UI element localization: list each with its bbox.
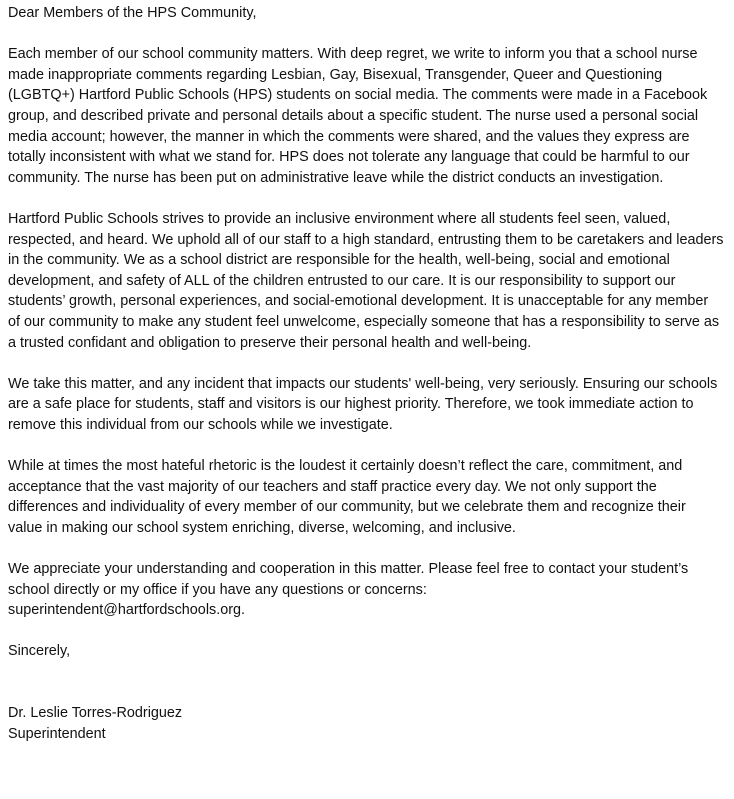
paragraph-contact bbox=[8, 559, 724, 621]
spacer bbox=[8, 353, 724, 374]
paragraph-values: While at times the most hateful rhetoric is the loudest it certainly doesn’t reflect the care, commitment, and acceptance that the vast majority of our teachers and staff practice every day. We not only support the differences and individuality of every member of our community, but we celebrate them and recognize their value in making our school system enriching, diverse, welcoming, and inclusive. bbox=[8, 458, 686, 536]
spacer bbox=[8, 24, 724, 45]
contact-email[interactable]: superintendent@hartfordschools.org. bbox=[8, 602, 246, 619]
spacer bbox=[8, 662, 724, 703]
closing: Sincerely, bbox=[8, 643, 71, 660]
paragraph-action: We take this matter, and any incident that impacts our students' well-being, very seriously. Ensuring our schools are a safe place for students, staff and visitors is our highest priority. Therefore, we took immediate action to remove this individual from our schools while we investigate. bbox=[8, 375, 718, 433]
paragraph-inclusion: Hartford Public Schools strives to provide an inclusive environment where all students feel seen, valued, respected, and heard. We uphold all of our staff to a high standard, entrusting them to be caretakers and leaders in the community. We as a school district are responsible for the health, well-being, social and emotional development, and safety of ALL of the children entrusted to our care. It is our responsibility to support our students’ growth, personal experiences, and social-emotional development. It is unacceptable for any member of our community to make any student feel unwelcome, especially someone that has a responsibility to serve as a trusted confidant and obligation to preserve their personal health and well-being. bbox=[8, 210, 724, 351]
spacer bbox=[8, 435, 724, 456]
contact-text: We appreciate your understanding and cooperation in this matter. Please feel free to contact your student’s school directly or my office if you have any questions or concerns: bbox=[8, 561, 689, 598]
salutation: Dear Members of the HPS Community, bbox=[8, 5, 257, 21]
spacer bbox=[8, 538, 724, 559]
spacer bbox=[8, 621, 724, 642]
letter-body bbox=[8, 3, 724, 744]
signature-title: Superintendent bbox=[8, 725, 106, 742]
spacer bbox=[8, 188, 724, 209]
signature-name: Dr. Leslie Torres-Rodriguez bbox=[8, 705, 183, 722]
paragraph-incident: Each member of our school community matters. With deep regret, we write to inform you that a school nurse made inappropriate comments regarding Lesbian, Gay, Bisexual, Transgender, Queer and Questioning (LGBTQ+) Hartford Public Schools (HPS) students on social media. The comments were made in a Facebook group, and described private and personal details about a specific student. The nurse used a personal social media account; however, the manner in which the comments were shared, and the values they express are totally inconsistent with what we stand for. HPS does not tolerate any language that could be harmful to our community. The nurse has been put on administrative leave while the district conducts an investigation. bbox=[8, 46, 708, 186]
